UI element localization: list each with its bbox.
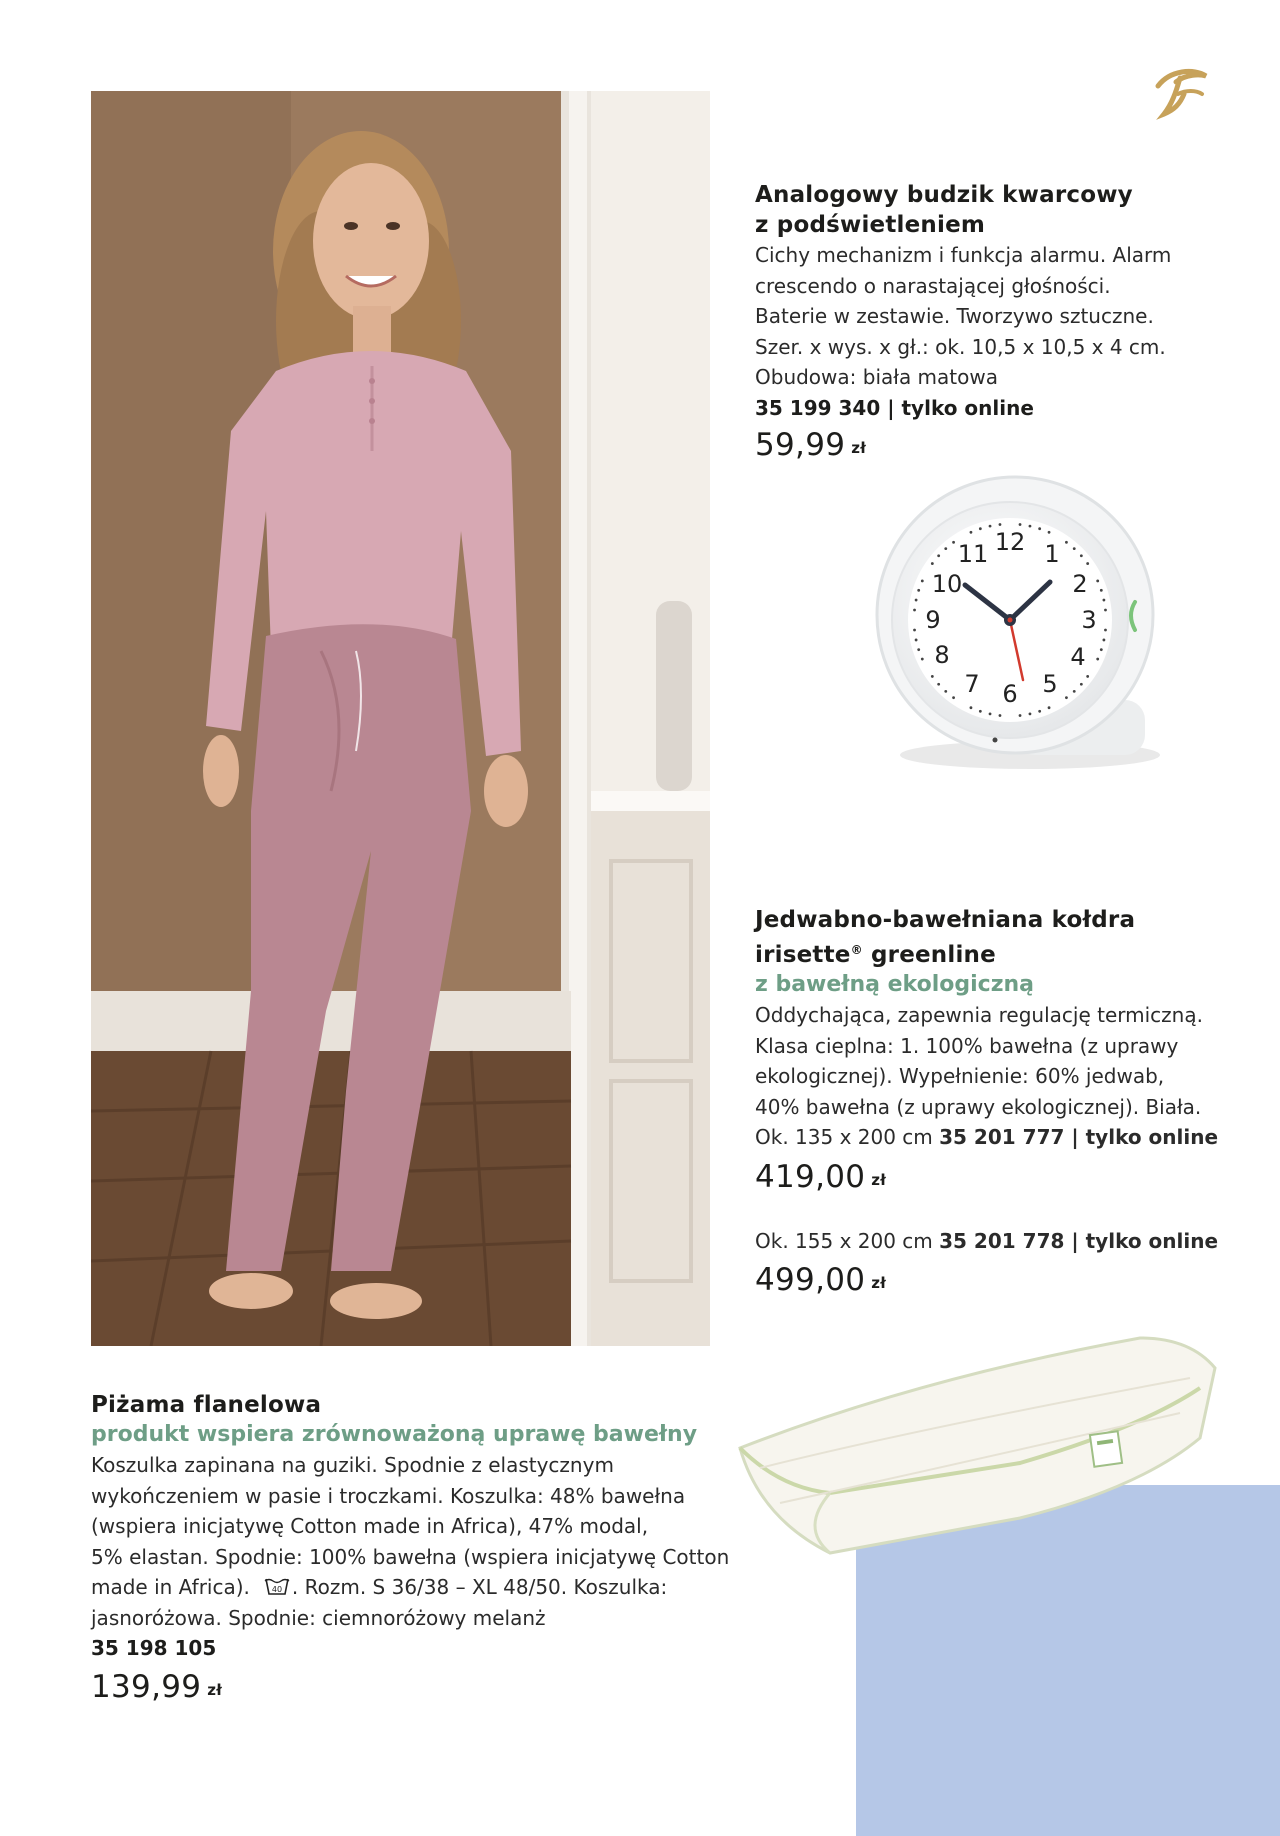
quilt-description-line: Klasa cieplna: 1. 100% bawełna (z uprawy [755, 1033, 1179, 1058]
clock-minute-dot [952, 696, 955, 699]
quilt-variant-2-price-value: 499,00 [755, 1262, 866, 1298]
clock-numeral: 2 [1072, 570, 1088, 598]
clock-minute-dot [1103, 639, 1106, 642]
clock-minute-dot [1104, 629, 1107, 632]
quilt-variant-1-size: Ok. 135 x 200 cm [755, 1125, 933, 1149]
clock-minute-dot [913, 629, 916, 632]
quilt-variant-1-price [755, 1157, 1225, 1200]
clock-minute-dot [979, 710, 982, 713]
quilt-description-line: ekologicznej). Wypełnienie: 60% jedwab, [755, 1064, 1165, 1088]
clock-price [755, 425, 1215, 468]
clock-minute-dot [937, 683, 940, 686]
clock-minute-dot [1103, 599, 1106, 602]
clock-numeral: 9 [925, 606, 941, 634]
quilt-brand: irisette [755, 942, 851, 968]
clock-price-currency: zł [851, 438, 867, 457]
quilt-product-block [755, 905, 1225, 1303]
clock-numeral: 11 [957, 540, 989, 568]
clock-minute-dot [952, 541, 955, 544]
clock-minute-dot [1029, 713, 1032, 716]
clock-minute-dot [1048, 531, 1051, 534]
registered-mark: ® [850, 943, 863, 957]
clock-minute-dot [1080, 683, 1083, 686]
quilt-title: Jedwabno-bawełniana kołdra [755, 907, 1136, 933]
quilt-price-currency: zł [871, 1170, 887, 1189]
clock-description-line: Cichy mechanizm i funkcja alarmu. Alarm [755, 243, 1172, 267]
clock-product-code: 35 199 340 | tylko online [755, 395, 1034, 420]
pyjama-product-code: 35 198 105 [91, 1636, 217, 1660]
clock-description-line: Obudowa: biała matowa [755, 365, 998, 389]
pyjama-price-value: 139,99 [91, 1669, 202, 1705]
clock-minute-dot [1100, 648, 1103, 651]
clock-minute-dot [979, 527, 982, 530]
clock-minute-dot [970, 706, 973, 709]
clock-minute-dot [931, 562, 934, 565]
quilt-description-line: Oddychająca, zapewnia regulację termiczną. [755, 1003, 1203, 1027]
pyjama-description-line: wykończeniem w pasie i troczkami. Koszulka: 48% bawełna [91, 1483, 686, 1508]
pyjama-description-line: Koszulka zapinana na guziki. Spodnie z elastycznym [91, 1453, 614, 1477]
clock-title-line2: z podświetleniem [755, 212, 986, 238]
wash-temp: 40 [271, 1585, 282, 1594]
clock-minute-dot [1038, 710, 1041, 713]
clock-description-line: Baterie w zestawie. Tworzywo sztuczne. [755, 304, 1154, 328]
wash-40-icon [264, 1577, 290, 1597]
clock-minute-dot [917, 648, 920, 651]
clock-minute-dot [1065, 541, 1068, 544]
clock-product-block [755, 180, 1215, 468]
clock-description-line: Szer. x wys. x gł.: ok. 10,5 x 10,5 x 4 cm. [755, 334, 1166, 359]
clock-minute-dot [1104, 609, 1107, 612]
pyjama-desc-line5-start: made in Africa). [91, 1575, 250, 1599]
pyjama-title: Piżama flanelowa [91, 1392, 322, 1418]
clock-numeral: 6 [1002, 680, 1018, 708]
clock-numeral: 5 [1042, 670, 1058, 698]
clock-minute-dot [915, 599, 918, 602]
clock-minute-dot [921, 658, 924, 661]
clock-minute-dot [1038, 527, 1041, 530]
quilt-description-line: 40% bawełna (z uprawy ekologicznej). Biała. [755, 1094, 1202, 1119]
clock-minute-dot [913, 609, 916, 612]
pyjama-desc-line5-end: . Rozm. S 36/38 – XL 48/50. Koszulka: [291, 1575, 668, 1599]
clock-minute-dot [921, 580, 924, 583]
clock-description-line: crescendo o narastającej głośności. [755, 273, 1111, 298]
quilt-variant-1-price-value: 419,00 [755, 1158, 866, 1195]
clock-minute-dot [970, 531, 973, 534]
quilt-price-currency: zł [871, 1274, 887, 1292]
clock-minute-dot [989, 525, 992, 528]
clock-minute-dot [944, 690, 947, 693]
pyjama-model-photo [91, 91, 710, 1346]
quilt-line-name: greenline [862, 942, 996, 968]
clock-minute-dot [1029, 525, 1032, 528]
quilt-title-line2 [755, 935, 1225, 970]
clock-numeral: 8 [934, 641, 950, 669]
clock-minute-dot [1019, 714, 1022, 717]
clock-minute-dot [1048, 706, 1051, 709]
clock-minute-dot [915, 639, 918, 642]
clock-minute-dot [1096, 580, 1099, 583]
clock-minute-dot [1080, 554, 1083, 557]
clock-numeral: 4 [1070, 643, 1086, 671]
folded-quilt-image [720, 1318, 1220, 1558]
pyjama-description-line: (wspiera inicjatywę Cotton made in Africa), 47% modal, [91, 1514, 649, 1538]
clock-minute-dot [1086, 675, 1089, 678]
quilt-variant-1-code: 35 201 777 | tylko online [939, 1125, 1219, 1149]
clock-numeral: 7 [964, 670, 980, 698]
pyjama-price-currency: zł [207, 1681, 223, 1699]
tchibo-logo-icon [1150, 64, 1212, 120]
clock-minute-dot [1073, 547, 1076, 550]
clock-numeral: 10 [931, 570, 963, 598]
clock-minute-dot [931, 675, 934, 678]
pyjama-description-line: 5% elastan. Spodnie: 100% bawełna (wspiera inicjatywę Cotton [91, 1544, 730, 1569]
pyjama-description-line: jasnoróżowa. Spodnie: ciemnoróżowy melanż [91, 1605, 546, 1630]
clock-title: Analogowy budzik kwarcowy [755, 182, 1133, 208]
clock-price-value: 59,99 [755, 426, 846, 463]
clock-minute-dot [917, 589, 920, 592]
pyjama-product-block [91, 1390, 731, 1710]
quilt-variant-2-code: 35 201 778 | tylko online [939, 1228, 1219, 1253]
pyjama-price [91, 1667, 731, 1710]
clock-minute-dot [944, 547, 947, 550]
quilt-subtitle: z bawełną ekologiczną [755, 972, 1035, 997]
quilt-variant-2-size: Ok. 155 x 200 cm [755, 1228, 933, 1253]
clock-minute-dot [989, 713, 992, 716]
clock-numeral: 12 [994, 528, 1026, 556]
clock-minute-dot [1073, 690, 1076, 693]
clock-minute-dot [1065, 696, 1068, 699]
pyjama-subtitle: produkt wspiera zrównoważoną uprawę bawełny [91, 1422, 698, 1447]
clock-minute-dot [999, 523, 1002, 526]
quilt-variant-2-price [755, 1260, 1225, 1303]
clock-minute-dot [937, 554, 940, 557]
clock-numeral: 1 [1044, 540, 1060, 568]
clock-minute-dot [1086, 562, 1089, 565]
alarm-clock-image [845, 470, 1175, 775]
pyjama-description-line [91, 1572, 731, 1603]
clock-minute-dot [1100, 589, 1103, 592]
quilt-variant-2 [755, 1226, 1225, 1257]
clock-minute-dot [999, 714, 1002, 717]
clock-numeral: 3 [1081, 606, 1097, 634]
clock-minute-dot [1096, 658, 1099, 661]
quilt-variant-1 [755, 1122, 1225, 1153]
clock-minute-dot [1019, 523, 1022, 526]
